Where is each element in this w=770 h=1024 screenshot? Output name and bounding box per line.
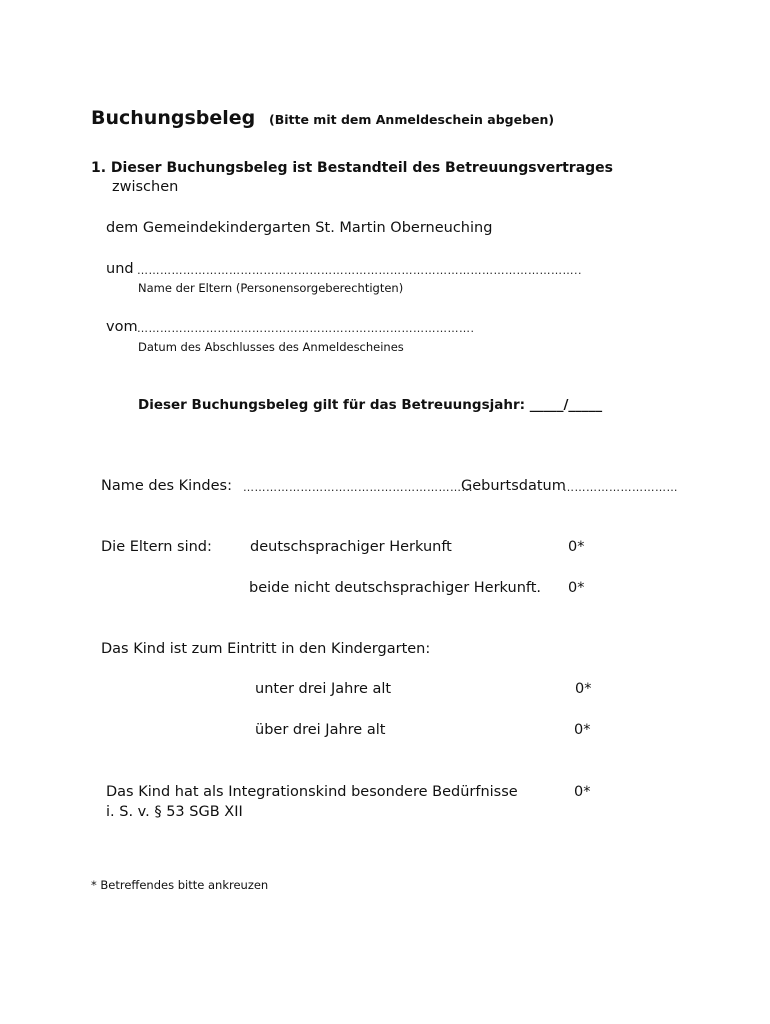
und-label: und — [106, 261, 134, 277]
child-name-label: Name des Kindes: — [101, 478, 232, 494]
parents-name-caption: Name der Eltern (Personensorgeberechtigten) — [138, 281, 404, 295]
entry-age-label: Das Kind ist zum Eintritt in den Kindergarten: — [101, 641, 431, 657]
betreuungsjahr-line: Dieser Buchungsbeleg gilt für das Betreuungsjahr: _____/_____ — [138, 397, 603, 413]
integration-text-line1: Das Kind hat als Integrationskind besondere Bedürfnisse — [106, 784, 518, 800]
zwischen-text: zwischen — [112, 179, 179, 195]
integration-checkbox[interactable]: 0* — [574, 784, 591, 800]
age-option-over-three-checkbox[interactable]: 0* — [574, 722, 591, 738]
kindergarten-name: dem Gemeindekindergarten St. Martin Oberneuching — [106, 220, 493, 236]
vom-label: vom — [106, 319, 138, 335]
age-option-under-three: unter drei Jahre alt — [255, 681, 392, 697]
parents-name-field[interactable]: …………………………………………………………………………………………………….. — [137, 264, 582, 277]
origin-option-german: deutschsprachiger Herkunft — [250, 539, 452, 555]
section-heading: 1. Dieser Buchungsbeleg ist Bestandteil des Betreuungsvertrages — [91, 160, 613, 176]
document-subtitle: (Bitte mit dem Anmeldeschein abgeben) — [269, 112, 555, 127]
age-option-under-three-checkbox[interactable]: 0* — [575, 681, 592, 697]
origin-option-non-german: beide nicht deutschsprachiger Herkunft. — [249, 580, 542, 596]
parents-origin-label: Die Eltern sind: — [101, 539, 212, 555]
origin-option-non-german-checkbox[interactable]: 0* — [568, 580, 585, 596]
registration-date-field[interactable]: ……………………………………………………………………………. — [137, 322, 475, 335]
origin-option-german-checkbox[interactable]: 0* — [568, 539, 585, 555]
integration-text-line2: i. S. v. § 53 SGB XII — [106, 804, 243, 820]
age-option-over-three: über drei Jahre alt — [255, 722, 386, 738]
birthdate-label: Geburtsdatum — [461, 478, 566, 494]
birthdate-field[interactable]: ………………………… — [563, 481, 678, 494]
footnote: * Betreffendes bitte ankreuzen — [91, 878, 269, 892]
child-name-field[interactable]: …………………………………………………… — [243, 481, 473, 494]
registration-date-caption: Datum des Abschlusses des Anmeldescheines — [138, 340, 404, 354]
document-title: Buchungsbeleg — [91, 107, 256, 129]
